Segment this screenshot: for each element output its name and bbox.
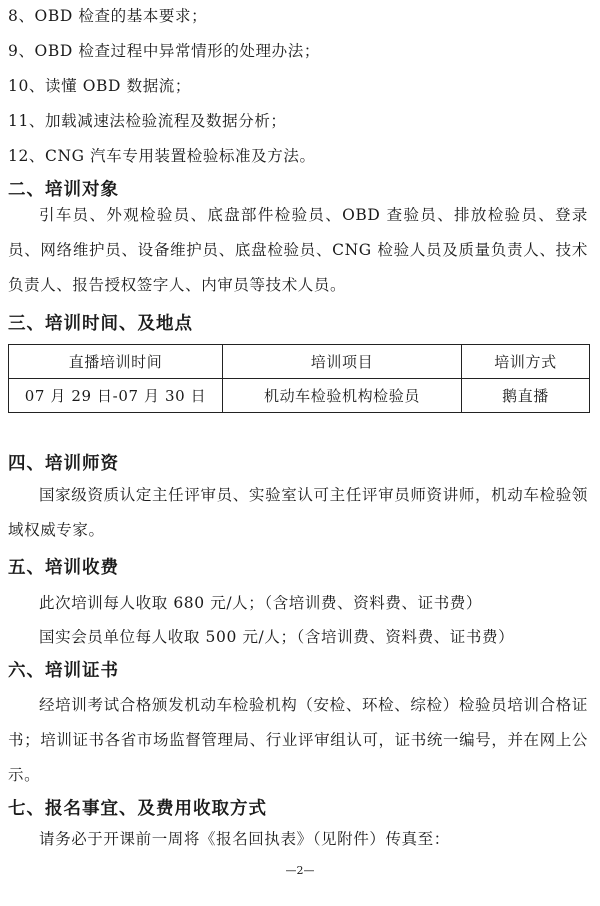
table-header-cell: 直播培训时间 (9, 345, 223, 379)
table-cell: 07 月 29 日-07 月 30 日 (9, 379, 223, 413)
table-header-cell: 培训项目 (223, 345, 462, 379)
table-header-row (9, 345, 590, 379)
section-heading-faculty: 四、培训师资 (8, 454, 119, 474)
section-heading-registration: 七、报名事宜、及费用收取方式 (8, 799, 267, 819)
targets-paragraph: 引车员、外观检验员、底盘部件检验员、OBD 查验员、排放检验员、登录员、网络维护员、设备维护员、底盘检验员、CNG 检验人员及质量负责人、技术负责人、报告授权签字人、内审员等技术人员。 (8, 206, 588, 294)
table-cell: 鹅直播 (462, 379, 590, 413)
table-header-cell: 培训方式 (462, 345, 590, 379)
schedule-table (8, 344, 590, 413)
fee-line-member: 国实会员单位每人收取 500 元/人；（含培训费、资料费、证书费） (39, 628, 515, 646)
list-item-10: 10、读懂 OBD 数据流； (8, 77, 192, 95)
fee-line-standard: 此次培训每人收取 680 元/人；（含培训费、资料费、证书费） (39, 594, 483, 612)
list-item-9: 9、OBD 检查过程中异常情形的处理办法； (8, 42, 320, 60)
faculty-paragraph: 国家级资质认定主任评审员、实验室认可主任评审员师资讲师，机动车检验领域权威专家。 (8, 486, 588, 539)
section-heading-schedule: 三、培训时间、及地点 (8, 314, 193, 334)
certificate-paragraph: 经培训考试合格颁发机动车检验机构（安检、环检、综检）检验员培训合格证书；培训证书各省市场监督管理局、行业评审组认可，证书统一编号，并在网上公示。 (8, 696, 588, 784)
section-heading-certificate: 六、培训证书 (8, 661, 119, 681)
table-cell: 机动车检验机构检验员 (223, 379, 462, 413)
section-heading-fees: 五、培训收费 (8, 558, 119, 578)
section-heading-targets: 二、培训对象 (8, 180, 119, 200)
list-item-11: 11、加载减速法检验流程及数据分析； (8, 112, 287, 130)
list-item-12: 12、CNG 汽车专用装置检验标准及方法。 (8, 147, 316, 165)
list-item-8: 8、OBD 检查的基本要求； (8, 7, 208, 25)
registration-paragraph: 请务必于开课前一周将《报名回执表》（见附件）传真至： (39, 830, 450, 848)
table-row (9, 379, 590, 413)
page-number: —2— (285, 864, 315, 877)
